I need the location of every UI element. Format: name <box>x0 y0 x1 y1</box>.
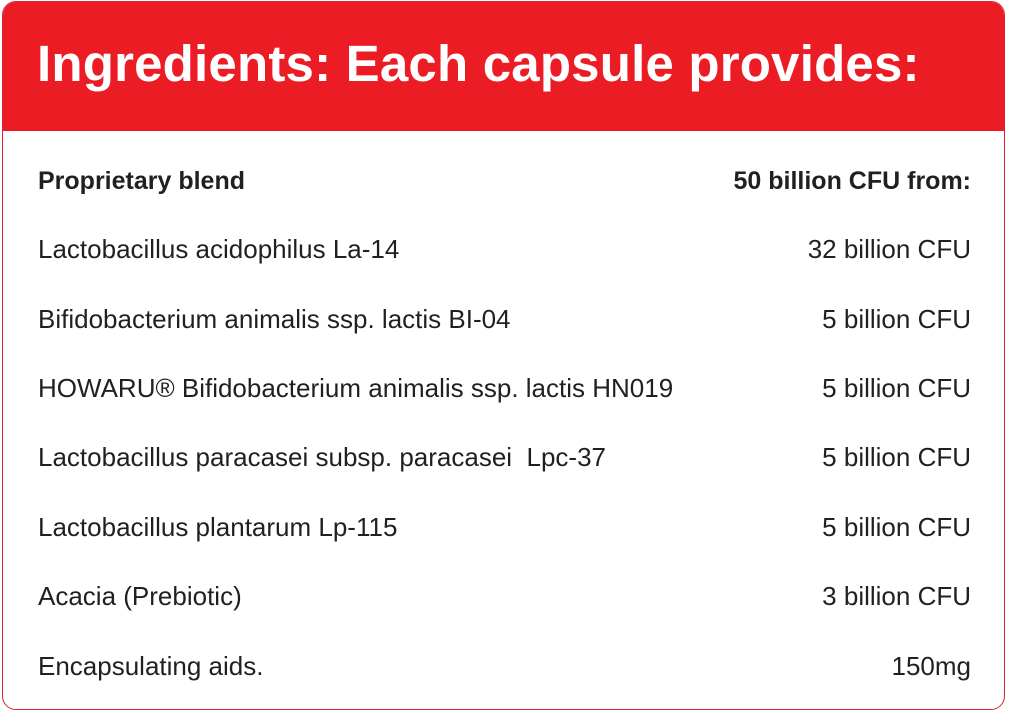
header-bar <box>3 2 1004 131</box>
panel-title: Ingredients: Each capsule provides: <box>37 35 920 92</box>
ingredient-name: Lactobacillus paracasei subsp. paracasei Lpc-37 <box>38 441 607 472</box>
ingredient-amount: 5 billion CFU <box>822 511 971 542</box>
blend-row <box>38 161 971 201</box>
list-item <box>38 437 971 477</box>
ingredient-name: Acacia (Prebiotic) <box>38 580 242 611</box>
list-item <box>38 299 971 339</box>
ingredients-panel <box>2 1 1005 710</box>
list-item <box>38 646 971 686</box>
ingredient-amount: 5 billion CFU <box>822 303 971 334</box>
list-item <box>38 507 971 547</box>
ingredient-amount: 3 billion CFU <box>822 580 971 611</box>
list-item <box>38 229 971 269</box>
ingredient-name: Lactobacillus acidophilus La-14 <box>38 233 400 264</box>
list-item <box>38 576 971 616</box>
ingredient-amount: 5 billion CFU <box>822 372 971 403</box>
ingredient-name: Lactobacillus plantarum Lp-115 <box>38 511 398 542</box>
ingredient-name: Bifidobacterium animalis ssp. lactis BI-04 <box>38 303 511 334</box>
ingredient-name: HOWARU® Bifidobacterium animalis ssp. lactis HN019 <box>38 372 674 403</box>
blend-name: Proprietary blend <box>38 166 245 195</box>
ingredient-name: Encapsulating aids. <box>38 650 264 681</box>
ingredient-amount: 150mg <box>891 650 971 681</box>
ingredient-amount: 32 billion CFU <box>807 233 971 264</box>
ingredient-amount: 5 billion CFU <box>822 441 971 472</box>
blend-amount: 50 billion CFU from: <box>733 166 971 195</box>
list-item <box>38 368 971 408</box>
